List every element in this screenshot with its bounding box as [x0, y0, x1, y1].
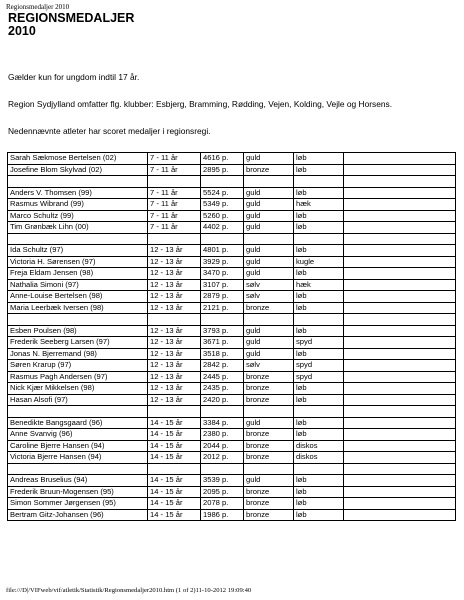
medal-cell: bronze — [244, 452, 294, 464]
age-group-cell: 14 - 15 år — [148, 429, 201, 441]
points-cell: 3107 p. — [201, 279, 244, 291]
athlete-cell: Caroline Bjerre Hansen (94) — [8, 440, 148, 452]
event-cell: løb — [294, 210, 344, 222]
medal-cell: guld — [244, 245, 294, 257]
athlete-cell: Anders V. Thomsen (99) — [8, 187, 148, 199]
table-spacer-row — [8, 406, 456, 418]
medal-cell: bronze — [244, 394, 294, 406]
athlete-cell: Tim Grønbæk Lihn (00) — [8, 222, 148, 234]
age-group-cell: 12 - 13 år — [148, 256, 201, 268]
medal-cell: bronze — [244, 440, 294, 452]
empty-cell — [344, 452, 456, 464]
medal-cell: guld — [244, 475, 294, 487]
medal-cell: guld — [244, 268, 294, 280]
empty-cell — [344, 475, 456, 487]
event-cell: løb — [294, 383, 344, 395]
empty-cell — [344, 371, 456, 383]
title-line-2: 2010 — [8, 24, 36, 38]
table-row — [8, 268, 456, 280]
empty-cell — [344, 406, 456, 418]
age-group-cell: 12 - 13 år — [148, 337, 201, 349]
empty-cell — [344, 176, 456, 188]
empty-cell — [344, 498, 456, 510]
age-group-cell — [148, 463, 201, 475]
page-footer-path: file:///D|/VIFweb/vif/atletik/Statistik/Regionsmedaljer2010.htm (1 of 2)11-10-2012 19:09:40 — [6, 587, 252, 594]
event-cell: løb — [294, 394, 344, 406]
table-row — [8, 153, 456, 165]
points-cell: 2380 p. — [201, 429, 244, 441]
event-cell: løb — [294, 417, 344, 429]
table-row — [8, 337, 456, 349]
medal-table — [7, 152, 456, 521]
page-header-label: Regionsmedaljer 2010 — [6, 3, 70, 11]
medal-cell: guld — [244, 337, 294, 349]
table-row — [8, 256, 456, 268]
empty-cell — [344, 245, 456, 257]
title-line-1: REGIONSMEDALJER — [8, 11, 135, 25]
table-row — [8, 383, 456, 395]
age-group-cell — [148, 406, 201, 418]
age-group-cell: 12 - 13 år — [148, 371, 201, 383]
event-cell: hæk — [294, 279, 344, 291]
points-cell: 3539 p. — [201, 475, 244, 487]
empty-cell — [344, 279, 456, 291]
points-cell: 4402 p. — [201, 222, 244, 234]
medal-cell: guld — [244, 348, 294, 360]
age-group-cell: 7 - 11 år — [148, 199, 201, 211]
medal-cell: bronze — [244, 164, 294, 176]
athlete-cell: Simon Sommer Jørgensen (95) — [8, 498, 148, 510]
medal-cell: bronze — [244, 429, 294, 441]
athlete-cell: Rasmus Wibrand (99) — [8, 199, 148, 211]
event-cell: kugle — [294, 256, 344, 268]
medal-cell: sølv — [244, 360, 294, 372]
points-cell: 2044 p. — [201, 440, 244, 452]
points-cell: 3671 p. — [201, 337, 244, 349]
points-cell: 2445 p. — [201, 371, 244, 383]
medal-cell: guld — [244, 222, 294, 234]
athlete-cell — [8, 233, 148, 245]
event-cell: spyd — [294, 337, 344, 349]
medal-cell: sølv — [244, 279, 294, 291]
athlete-cell: Nathalia Simoni (97) — [8, 279, 148, 291]
age-group-cell — [148, 233, 201, 245]
empty-cell — [344, 222, 456, 234]
table-row — [8, 348, 456, 360]
empty-cell — [344, 210, 456, 222]
event-cell — [294, 233, 344, 245]
medal-cell: guld — [244, 256, 294, 268]
athlete-cell: Marco Schultz (99) — [8, 210, 148, 222]
empty-cell — [344, 383, 456, 395]
empty-cell — [344, 164, 456, 176]
points-cell: 5524 p. — [201, 187, 244, 199]
age-group-cell: 12 - 13 år — [148, 268, 201, 280]
athlete-cell — [8, 176, 148, 188]
event-cell — [294, 176, 344, 188]
medal-cell: guld — [244, 325, 294, 337]
athlete-cell: Bertram Gitz-Johansen (96) — [8, 509, 148, 521]
medal-cell: guld — [244, 210, 294, 222]
points-cell — [201, 314, 244, 326]
medal-cell: bronze — [244, 302, 294, 314]
event-cell: løb — [294, 245, 344, 257]
empty-cell — [344, 509, 456, 521]
points-cell — [201, 406, 244, 418]
table-row — [8, 486, 456, 498]
points-cell: 2842 p. — [201, 360, 244, 372]
points-cell: 3929 p. — [201, 256, 244, 268]
event-cell: løb — [294, 302, 344, 314]
age-group-cell: 7 - 11 år — [148, 187, 201, 199]
medal-cell — [244, 406, 294, 418]
event-cell: løb — [294, 268, 344, 280]
table-row — [8, 164, 456, 176]
event-cell: løb — [294, 222, 344, 234]
event-cell: diskos — [294, 452, 344, 464]
athlete-cell: Anne-Louise Bertelsen (98) — [8, 291, 148, 303]
age-group-cell: 12 - 13 år — [148, 291, 201, 303]
points-cell: 4616 p. — [201, 153, 244, 165]
age-group-cell: 12 - 13 år — [148, 348, 201, 360]
table-row — [8, 187, 456, 199]
medal-cell — [244, 176, 294, 188]
points-cell: 2012 p. — [201, 452, 244, 464]
points-cell: 5260 p. — [201, 210, 244, 222]
points-cell: 1986 p. — [201, 509, 244, 521]
event-cell: spyd — [294, 371, 344, 383]
event-cell: løb — [294, 475, 344, 487]
intro-medal-note: Nedennævnte atleter har scoret medaljer i regionsregi. — [8, 126, 211, 136]
medal-cell: sølv — [244, 291, 294, 303]
medal-cell — [244, 463, 294, 475]
athlete-cell: Esben Poulsen (98) — [8, 325, 148, 337]
points-cell: 3793 p. — [201, 325, 244, 337]
event-cell: diskos — [294, 440, 344, 452]
medal-cell: bronze — [244, 383, 294, 395]
empty-cell — [344, 463, 456, 475]
medal-cell: guld — [244, 153, 294, 165]
table-row — [8, 394, 456, 406]
table-row — [8, 360, 456, 372]
event-cell — [294, 463, 344, 475]
age-group-cell: 14 - 15 år — [148, 486, 201, 498]
athlete-cell: Josefine Blom Skylvad (02) — [8, 164, 148, 176]
empty-cell — [344, 337, 456, 349]
points-cell — [201, 176, 244, 188]
event-cell — [294, 314, 344, 326]
points-cell: 4801 p. — [201, 245, 244, 257]
age-group-cell: 14 - 15 år — [148, 475, 201, 487]
page-title — [8, 12, 134, 38]
medal-cell: guld — [244, 417, 294, 429]
empty-cell — [344, 256, 456, 268]
event-cell: løb — [294, 187, 344, 199]
medal-cell: guld — [244, 199, 294, 211]
athlete-cell: Victoria Bjerre Hansen (94) — [8, 452, 148, 464]
age-group-cell: 12 - 13 år — [148, 360, 201, 372]
age-group-cell: 7 - 11 år — [148, 222, 201, 234]
points-cell: 2078 p. — [201, 498, 244, 510]
points-cell — [201, 463, 244, 475]
age-group-cell: 14 - 15 år — [148, 509, 201, 521]
athlete-cell: Jonas N. Bjerremand (98) — [8, 348, 148, 360]
empty-cell — [344, 187, 456, 199]
medal-cell: bronze — [244, 486, 294, 498]
empty-cell — [344, 394, 456, 406]
event-cell: løb — [294, 164, 344, 176]
table-spacer-row — [8, 463, 456, 475]
empty-cell — [344, 325, 456, 337]
athlete-cell: Maria Leerbæk Iversen (98) — [8, 302, 148, 314]
age-group-cell: 14 - 15 år — [148, 452, 201, 464]
intro-region-clubs: Region Sydjylland omfatter flg. klubber: Esbjerg, Bramming, Rødding, Vejen, Kolding, Vejle og Horsens. — [8, 99, 393, 109]
medal-cell — [244, 314, 294, 326]
table-row — [8, 475, 456, 487]
medal-cell: bronze — [244, 509, 294, 521]
empty-cell — [344, 417, 456, 429]
table-row — [8, 245, 456, 257]
table-row — [8, 452, 456, 464]
empty-cell — [344, 486, 456, 498]
athlete-cell: Nick Kjær Mikkelsen (98) — [8, 383, 148, 395]
event-cell: løb — [294, 153, 344, 165]
table-spacer-row — [8, 233, 456, 245]
athlete-cell: Sarah Sækmose Bertelsen (02) — [8, 153, 148, 165]
table-spacer-row — [8, 314, 456, 326]
table-row — [8, 279, 456, 291]
table-row — [8, 498, 456, 510]
age-group-cell: 12 - 13 år — [148, 383, 201, 395]
table-row — [8, 417, 456, 429]
points-cell — [201, 233, 244, 245]
medal-cell — [244, 233, 294, 245]
event-cell: løb — [294, 498, 344, 510]
age-group-cell: 12 - 13 år — [148, 279, 201, 291]
empty-cell — [344, 429, 456, 441]
event-cell: løb — [294, 429, 344, 441]
age-group-cell: 12 - 13 år — [148, 245, 201, 257]
table-row — [8, 222, 456, 234]
age-group-cell: 14 - 15 år — [148, 417, 201, 429]
event-cell: løb — [294, 486, 344, 498]
age-group-cell: 7 - 11 år — [148, 210, 201, 222]
medal-cell: bronze — [244, 498, 294, 510]
athlete-cell: Søren Krarup (97) — [8, 360, 148, 372]
age-group-cell: 12 - 13 år — [148, 325, 201, 337]
empty-cell — [344, 233, 456, 245]
athlete-cell: Benedikte Bangsgaard (96) — [8, 417, 148, 429]
event-cell: løb — [294, 291, 344, 303]
event-cell: løb — [294, 325, 344, 337]
intro-age-note: Gælder kun for ungdom indtil 17 år. — [8, 72, 140, 82]
table-spacer-row — [8, 176, 456, 188]
empty-cell — [344, 348, 456, 360]
athlete-cell: Frederik Bruun-Mogensen (95) — [8, 486, 148, 498]
points-cell: 5349 p. — [201, 199, 244, 211]
age-group-cell — [148, 314, 201, 326]
empty-cell — [344, 291, 456, 303]
table-row — [8, 210, 456, 222]
points-cell: 2895 p. — [201, 164, 244, 176]
event-cell: løb — [294, 509, 344, 521]
table-row — [8, 291, 456, 303]
points-cell: 3470 p. — [201, 268, 244, 280]
points-cell: 2435 p. — [201, 383, 244, 395]
age-group-cell — [148, 176, 201, 188]
age-group-cell: 7 - 11 år — [148, 164, 201, 176]
points-cell: 3518 p. — [201, 348, 244, 360]
athlete-cell: Andreas Bruselius (94) — [8, 475, 148, 487]
empty-cell — [344, 199, 456, 211]
event-cell: hæk — [294, 199, 344, 211]
table-row — [8, 325, 456, 337]
age-group-cell: 14 - 15 år — [148, 440, 201, 452]
event-cell — [294, 406, 344, 418]
table-row — [8, 429, 456, 441]
athlete-cell: Ida Schultz (97) — [8, 245, 148, 257]
empty-cell — [344, 440, 456, 452]
empty-cell — [344, 268, 456, 280]
athlete-cell — [8, 463, 148, 475]
athlete-cell: Rasmus Pagh Andersen (97) — [8, 371, 148, 383]
age-group-cell: 12 - 13 år — [148, 394, 201, 406]
points-cell: 2879 p. — [201, 291, 244, 303]
table-row — [8, 440, 456, 452]
age-group-cell: 12 - 13 år — [148, 302, 201, 314]
empty-cell — [344, 302, 456, 314]
event-cell: løb — [294, 348, 344, 360]
table-row — [8, 199, 456, 211]
athlete-cell: Freja Eldam Jensen (98) — [8, 268, 148, 280]
event-cell: spyd — [294, 360, 344, 372]
athlete-cell — [8, 406, 148, 418]
empty-cell — [344, 314, 456, 326]
medal-table-body — [8, 153, 456, 521]
athlete-cell: Frederik Seeberg Larsen (97) — [8, 337, 148, 349]
table-row — [8, 509, 456, 521]
age-group-cell: 7 - 11 år — [148, 153, 201, 165]
points-cell: 3384 p. — [201, 417, 244, 429]
table-row — [8, 371, 456, 383]
medal-cell: bronze — [244, 371, 294, 383]
empty-cell — [344, 360, 456, 372]
table-row — [8, 302, 456, 314]
athlete-cell: Victoria H. Sørensen (97) — [8, 256, 148, 268]
athlete-cell: Hasan Alsofi (97) — [8, 394, 148, 406]
empty-cell — [344, 153, 456, 165]
points-cell: 2420 p. — [201, 394, 244, 406]
points-cell: 2121 p. — [201, 302, 244, 314]
medal-cell: guld — [244, 187, 294, 199]
points-cell: 2095 p. — [201, 486, 244, 498]
athlete-cell — [8, 314, 148, 326]
age-group-cell: 14 - 15 år — [148, 498, 201, 510]
athlete-cell: Anne Svanvig (96) — [8, 429, 148, 441]
